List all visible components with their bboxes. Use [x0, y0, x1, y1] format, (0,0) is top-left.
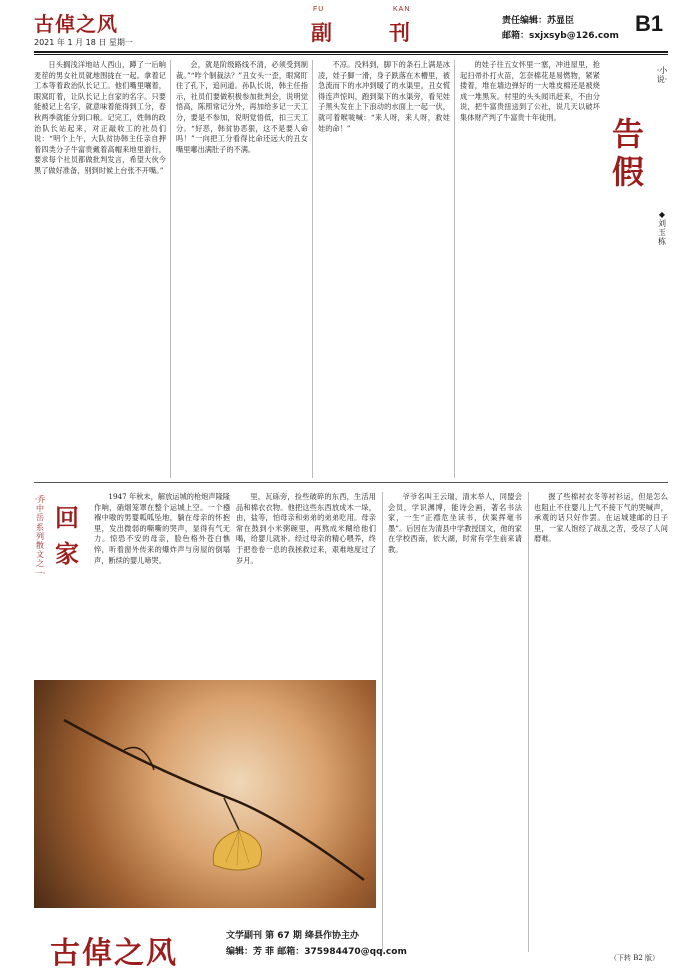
section-cjk-2: 刊	[389, 20, 410, 45]
column-divider	[454, 60, 455, 478]
header-rule-thin	[34, 54, 668, 55]
column-divider	[528, 492, 529, 952]
section-latin-2: KAN	[393, 6, 411, 13]
masthead-logo: 古倬之风	[34, 12, 118, 36]
section-title	[305, 6, 435, 46]
footer-info-line2: 编辑：芳 菲 邮箱：375984470@qq.com	[226, 947, 407, 957]
column-divider	[170, 60, 171, 478]
story2-column-1	[94, 492, 230, 676]
story1-text-2: 会，就是阶级路线不清，必须受到制裁。”“咋个制裁法？”丑女头一歪，眼窝盯住了孔下，追问道。孙队长说，韩主任指示，社员们要做积极参加批判会，说明觉悟高，陈照常记分外，再加给多记一天工分，要是不参加，说明觉悟低，扣三天工分。“好恶，韩贫协恶狠，这不是要人命吗！”一向把工分看得比命还远大的丑女嘴里嘟出满肚子的不满。	[176, 60, 308, 154]
footer-info-line1: 文学副刊 第 67 期 绛县作协主办	[226, 931, 360, 941]
masthead	[0, 0, 700, 52]
issue-date: 2021 年 1 月 18 日 星期一	[34, 38, 133, 47]
footer-logo: 古倬之风	[50, 936, 178, 971]
story2-text-3: 爷爷名叫王云瑞，清末举人，同盟会会员，学识渊博，能诗会画，著名书法家，一生“正襟危坐读书，伏案挥毫书墨”。后因在为清县中学教授国文，他的家在学校西南，依大湖，时常有学生前来请教。	[388, 492, 522, 554]
story2-text-4: 握了些棉衬衣冬等衬衫运，但是怎么也阻止不住婴儿上气不接下气的哭喊声，承观的话只好作罢。在运城建邮的日子里，一家人饱经了战乱之苦，受尽了人间磨难。	[534, 492, 668, 544]
section-cjk-1: 副	[311, 20, 332, 45]
story2-column-4	[534, 492, 668, 952]
header-rule	[34, 51, 668, 53]
editor-info	[502, 14, 619, 44]
story1-column-1	[34, 60, 166, 478]
story2-column-3	[388, 492, 522, 952]
ginkgo-leaf-icon	[34, 680, 376, 908]
column-divider	[312, 60, 313, 478]
story1-author: ◆刘玉栋	[658, 210, 666, 246]
editor-email: 邮箱：sxjxsyb@126.com	[502, 31, 619, 41]
story1-column-2	[176, 60, 308, 478]
continued-note: （下转 B2 版）	[610, 954, 660, 962]
story2-title: 回家	[55, 503, 79, 568]
editor-name: 责任编辑：苏显臣	[502, 16, 575, 26]
story2-series: ·乔中岳系列散文之一·	[34, 495, 46, 578]
story1-column-4	[460, 60, 600, 478]
story2-text-2: 里，瓦砾旁，捡些破碎的东西，生活用品和棉衣衣物。他把这些东西放成木一垛，由，盐等，怕母亲和弟弟的弟弟吃用。母亲常在鼓到小米粥碗里，再熬成米糊给他们喝，给婴儿就补。经过母亲的精心喂养，终于把卷卷一息的我拯救过来，艰难地度过了岁月。	[236, 492, 376, 565]
story2-text-1: 1947 年秋末，解放运城的枪炮声隆隆作响，硝烟笼罩在整个运城上空。一个襁褓中嗷的男婴呱呱坠地，躺在母亲的怀抱里，发出微弱的嘶嘶的哭声，显得有气无力。惊恐不安的母亲，脸色格外苍白憔悴，听着窗外传来的爆炸声与房屋的倒塌声，断续的婴儿啼哭。	[94, 492, 230, 565]
section-divider	[34, 482, 668, 483]
page-number: B1	[635, 11, 664, 36]
story1-text-1: 日头搁浅洋地站人西山，蹲了一后晌麦茬的男女社员就地围拢在一起。拿着记工本等着政治队长记工。他们嘴里嚷着，眼窝盯着，让队长记上自家的名字。只要能被记上名字，就意味着能得到工分，春秋两季就能分到口粮。记完工，姓韩的政治队长站起来，对正敲收工的社员们说：“明个上午，大队贫协韩主任亲自押着四类分子牛富贵戴着高帽来地里游行，要求每个社员都做批判发言，希望大伙今黑了做好准备，别到时候上台张不开嘴。”	[34, 60, 166, 175]
ginkgo-photo	[34, 680, 376, 908]
story1-title: 告假	[612, 115, 645, 191]
story1-category: ·小说·	[656, 66, 668, 84]
footer-info	[226, 928, 407, 960]
story1-column-3	[318, 60, 450, 478]
story1-text-4: 的娃子往五女怀里一塞，冲进屋里，抢起扫帚扑打火苗，怎奈棉花是易燃物，紧紧搂着，堆在墙边弹好的一大堆皮棉还是被烧成一堆黑灰。村里的头头闻讯赶来，不由分说，把牛富贵扭送到了公社，说几天以破坏集体财产判了牛富贵十年徒刑。	[460, 60, 600, 122]
story2-column-2	[236, 492, 376, 676]
section-latin-1: FU	[313, 6, 325, 13]
story1-text-3: 不凉。没料到，脚下的条石上满是冰凌，娃子脚一滑，身子跌落在木槽里，被急流而下的水冲到暖了的水渠里。丑女慌得连声惊叫，跑到渠下的水渠旁，看见娃子黑头发在上下浪动的水面上一起一伏，就可着喉咙喊：“来人呀，来人呀，救娃娃的命！”	[318, 60, 450, 133]
column-divider	[382, 492, 383, 952]
